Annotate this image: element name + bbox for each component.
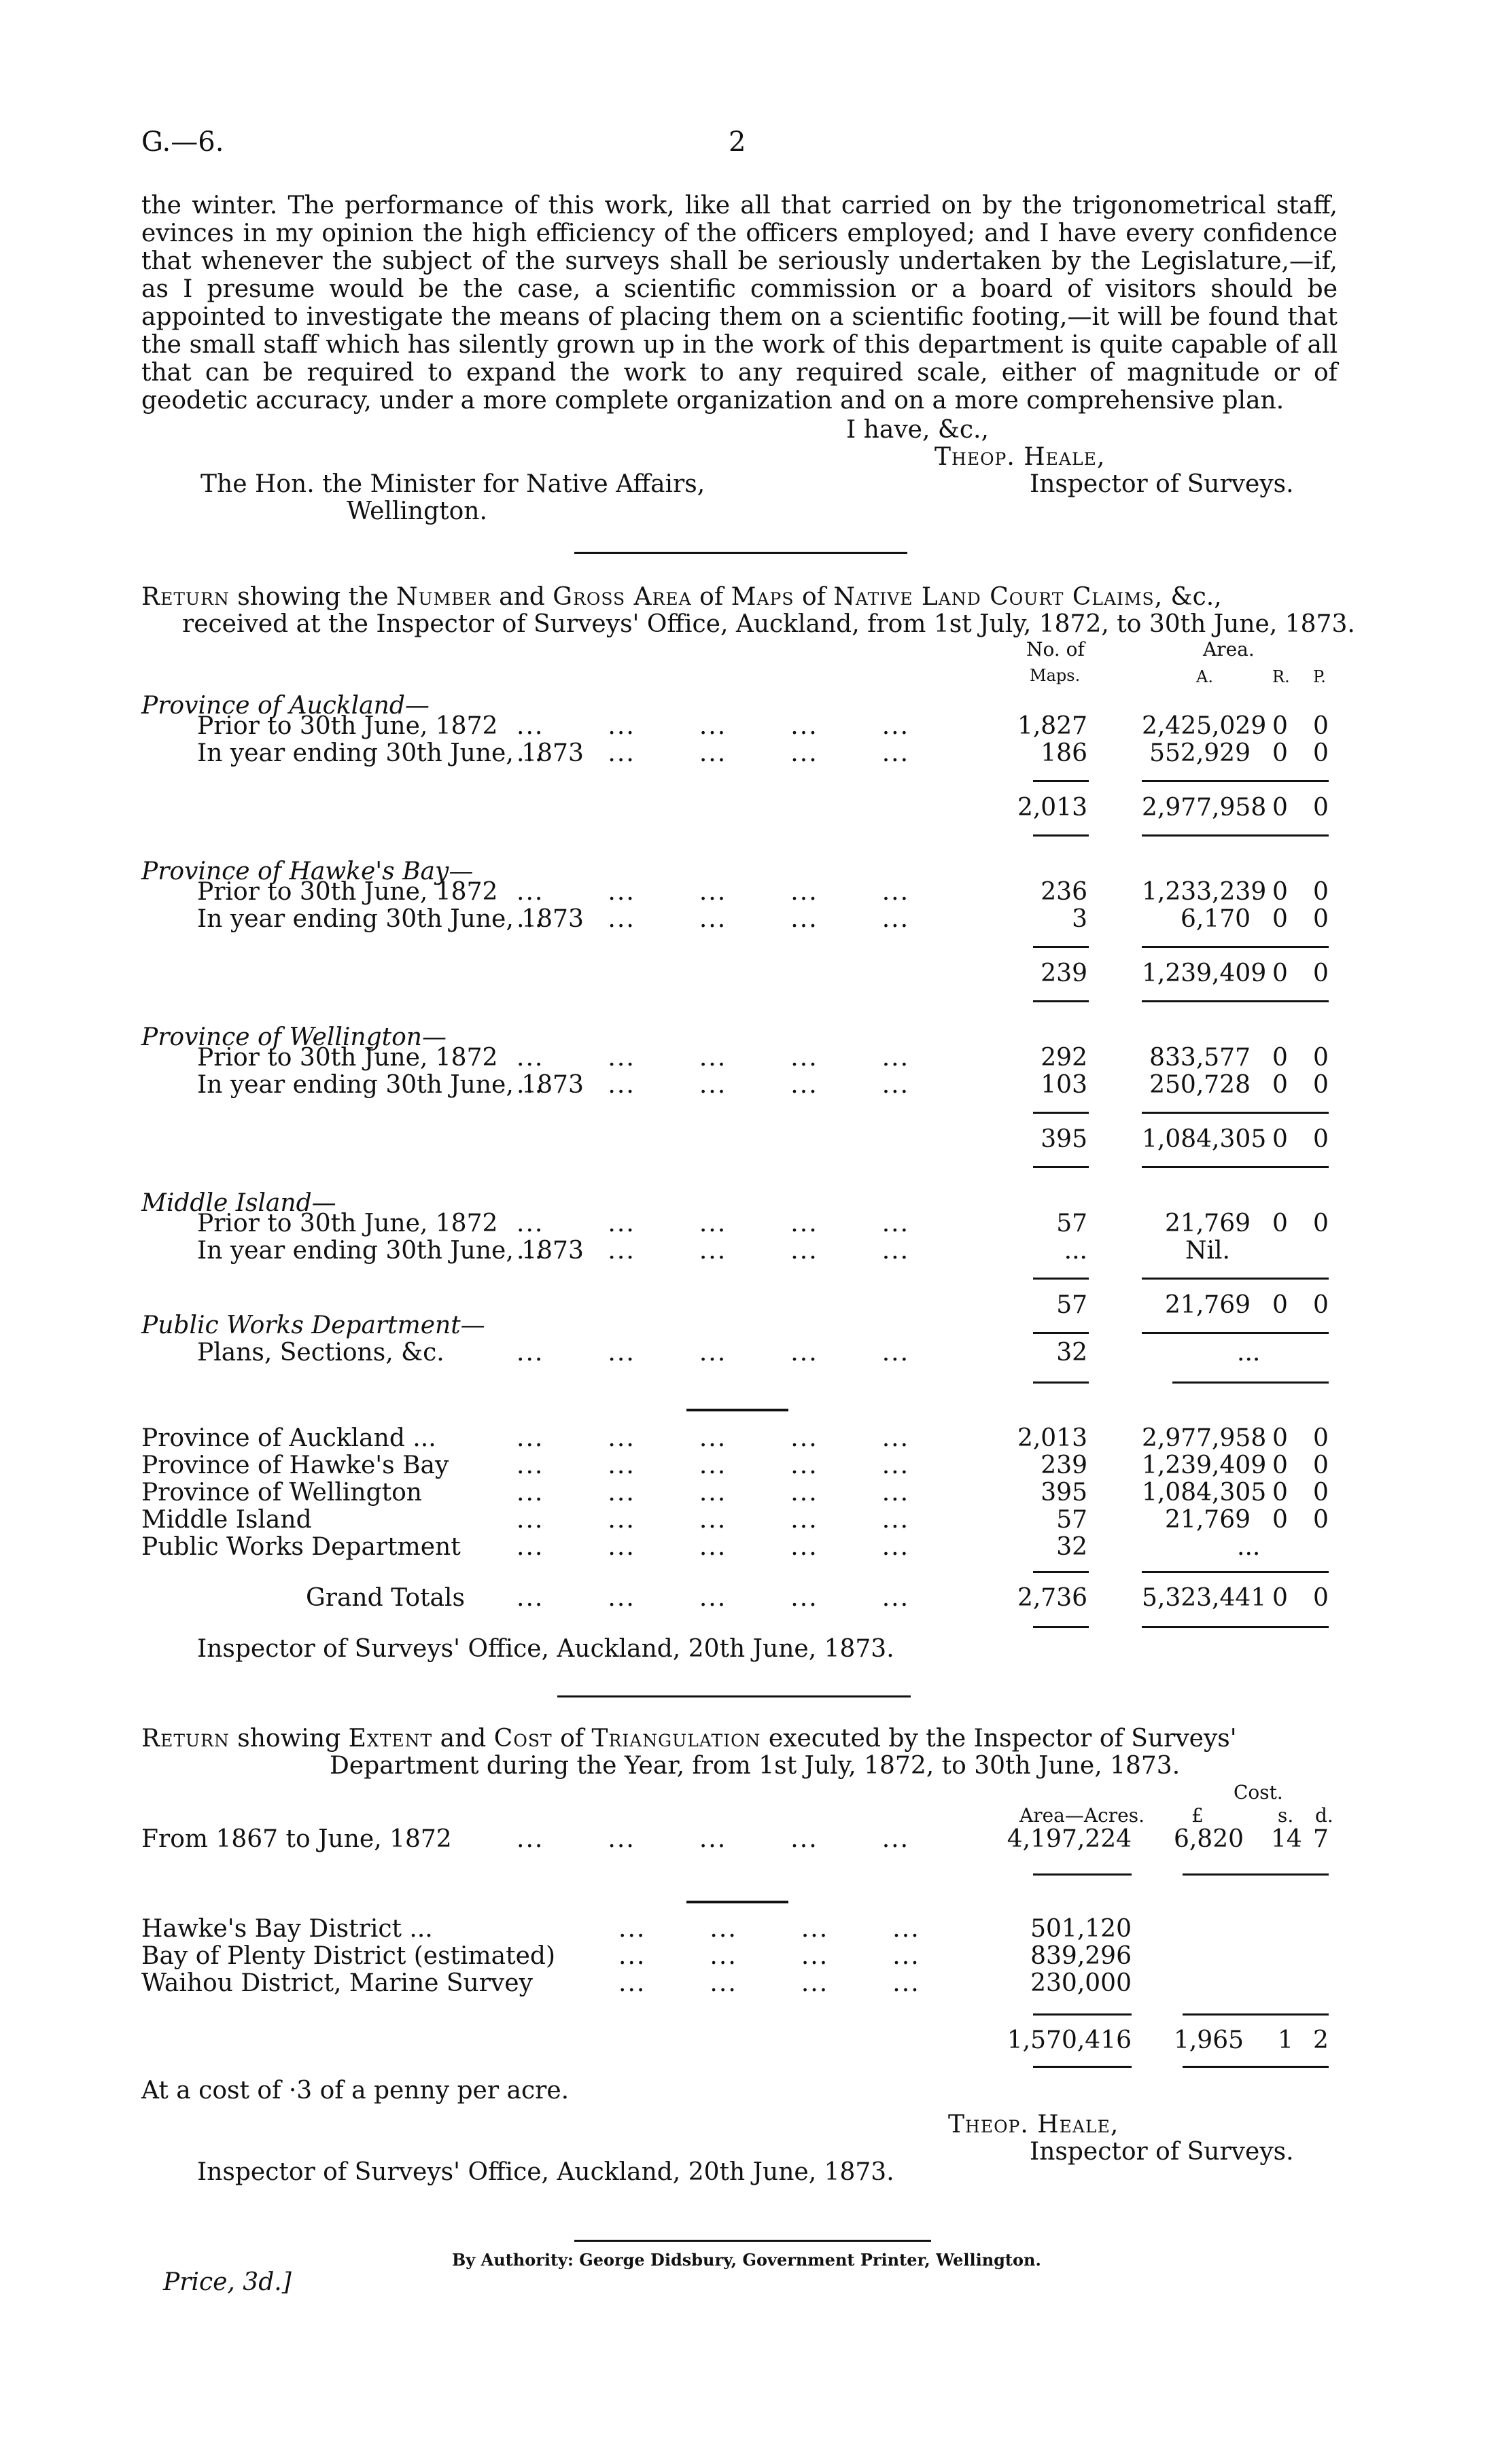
leader-dots: ... ... ... ... ... (517, 1533, 910, 1561)
col-header-pence: d. (1315, 1804, 1333, 1827)
triangulation-total-shillings: 1 (1278, 2026, 1293, 2054)
district-row-label: Waihou District, Marine Survey (141, 1969, 533, 1997)
subtotal-maps-rule (1033, 1112, 1089, 1114)
total-area-rule (1142, 1332, 1329, 1334)
leader-dots: ... ... ... ... (618, 1942, 920, 1970)
summary-row-label: Province of Wellington (141, 1479, 422, 1507)
row-total-roods: 0 (1272, 1291, 1288, 1319)
district-row-area: 839,296 (1030, 1942, 1132, 1970)
row-total-roods: 0 (1272, 1125, 1288, 1153)
row-label-year: In year ending 30th June, 1873 (197, 739, 584, 767)
printer-imprint: By Authority: George Didsbury, Government Printer, Wellington. (452, 2250, 1041, 2270)
row-label-prior: Prior to 30th June, 1872 (197, 712, 498, 740)
grand-total-maps: 2,736 (1017, 1584, 1087, 1612)
summary-row-label: Province of Hawke's Bay (141, 1451, 449, 1479)
pwd-leader-dots: ... ... ... ... ... (517, 1339, 910, 1367)
return1-title-word: Gross Area (553, 583, 692, 611)
return2-signature-title: Inspector of Surveys. (1030, 2138, 1294, 2166)
total-area-rule (1142, 834, 1329, 837)
col-header-roods: R. (1272, 667, 1290, 686)
district-row-area: 230,000 (1030, 1969, 1132, 1997)
summary-row-maps: 2,013 (1017, 1424, 1087, 1452)
row-total-roods: 0 (1272, 794, 1288, 822)
total-area-rule (1142, 1166, 1329, 1168)
summary-row-perches: 0 (1313, 1506, 1329, 1534)
pwd-maps: 32 (1056, 1339, 1087, 1367)
province-heading: Middle Island— (141, 1189, 336, 1217)
summary-row-label: Middle Island (141, 1506, 312, 1534)
return2-title-word: Extent (348, 1725, 433, 1753)
row-year-maps: 103 (1041, 1071, 1087, 1099)
summary-row-acres: 2,977,958 (1142, 1424, 1267, 1452)
row-prior-maps: 57 (1056, 1210, 1087, 1237)
pwd-heading: Public Works Department— (141, 1312, 485, 1339)
leader-dots: ... ... ... ... ... (517, 1210, 910, 1237)
leader-dots: ... ... ... ... ... (517, 1424, 910, 1452)
return2-title-line2: Department during the Year, from 1st July, 1872, to 30th June, 1873. (330, 1752, 1181, 1780)
grand-maps-rule (1033, 1626, 1089, 1628)
row-year-perches: 0 (1313, 1071, 1329, 1099)
grand-total-acres: 5,323,441 (1142, 1584, 1267, 1612)
leader-dots: ... ... ... ... ... (517, 1479, 910, 1507)
summary-row-acres: ... (1237, 1533, 1261, 1561)
row-total-maps: 395 (1041, 1125, 1087, 1153)
leader-dots: ... ... ... ... ... (517, 878, 910, 906)
summary-row-maps: 57 (1056, 1506, 1087, 1534)
row-prior-roods: 0 (1272, 1210, 1288, 1237)
row-year-roods: 0 (1272, 905, 1288, 933)
triangulation-total-cost-rule-top (1183, 2013, 1329, 2016)
row-prior-perches: 0 (1313, 878, 1329, 906)
summary-divider (686, 1409, 788, 1411)
triangulation-total-area-rule-top (1033, 2013, 1132, 2016)
summary-row-perches: 0 (1313, 1479, 1329, 1507)
triangulation-total-pence: 2 (1313, 2026, 1329, 2054)
leader-dots: ... ... ... ... ... (517, 1237, 910, 1265)
leader-dots: ... ... ... ... ... (517, 1506, 910, 1534)
pwd-area: ... (1237, 1339, 1261, 1367)
row-total-acres: 2,977,958 (1142, 794, 1267, 822)
triangulation-first-area: 4,197,224 (1007, 1825, 1132, 1853)
triangulation-total-area-rule (1033, 2066, 1132, 2068)
row-total-perches: 0 (1313, 1291, 1329, 1319)
row-prior-maps: 1,827 (1017, 712, 1087, 740)
row-total-perches: 0 (1313, 1125, 1329, 1153)
summary-row-roods: 0 (1272, 1479, 1288, 1507)
return2-title-text: of (560, 1725, 584, 1753)
row-label-prior: Prior to 30th June, 1872 (197, 1044, 498, 1072)
subtotal-maps-rule (1033, 1278, 1089, 1280)
return1-title-line1 (141, 583, 1338, 612)
triangulation-area-rule (1033, 1873, 1132, 1876)
row-prior-acres: 21,769 (1165, 1210, 1251, 1237)
triangulation-divider (686, 1901, 788, 1903)
total-area-rule (1142, 1000, 1329, 1002)
col-header-pounds: £ (1191, 1804, 1204, 1827)
return2-footer: Inspector of Surveys' Office, Auckland, 20th June, 1873. (197, 2158, 894, 2186)
row-year-maps: 186 (1041, 739, 1087, 767)
row-year-acres: Nil. (1185, 1237, 1230, 1265)
province-heading: Province of Wellington— (141, 1023, 447, 1051)
row-prior-acres: 1,233,239 (1142, 878, 1267, 906)
row-prior-maps: 236 (1041, 878, 1087, 906)
row-year-perches: 0 (1313, 905, 1329, 933)
triangulation-cost-rule (1183, 1873, 1329, 1876)
row-label-year: In year ending 30th June, 1873 (197, 1071, 584, 1099)
row-total-acres: 21,769 (1165, 1291, 1251, 1319)
return2-title-line1 (141, 1725, 1338, 1753)
return1-title-text: and (499, 583, 545, 611)
grand-area-rule (1142, 1626, 1329, 1628)
return1-title-word: Native Land Court Claims, (833, 583, 1164, 611)
row-year-acres: 250,728 (1149, 1071, 1251, 1099)
pwd-maps-rule (1033, 1381, 1089, 1384)
row-prior-perches: 0 (1313, 1044, 1329, 1072)
total-maps-rule (1033, 1332, 1089, 1334)
row-label-prior: Prior to 30th June, 1872 (197, 1210, 498, 1237)
row-total-maps: 57 (1056, 1291, 1087, 1319)
return1-title-text: &c., (1170, 583, 1222, 611)
summary-row-maps: 32 (1056, 1533, 1087, 1561)
return1-title-text: of (801, 583, 826, 611)
col-header-maps-sub: Maps. (1030, 666, 1081, 685)
row-prior-acres: 833,577 (1149, 1044, 1251, 1072)
row-year-maps: ... (1064, 1237, 1087, 1265)
summary-maps-rule (1033, 1571, 1089, 1573)
row-total-perches: 0 (1313, 794, 1329, 822)
row-prior-perches: 0 (1313, 712, 1329, 740)
return2-signature-name: Theop. Heale, (948, 2111, 1119, 2139)
summary-row-perches: 0 (1313, 1424, 1329, 1452)
grand-totals-label: Grand Totals (306, 1584, 465, 1612)
row-total-roods: 0 (1272, 960, 1288, 987)
triangulation-first-pence: 7 (1313, 1825, 1329, 1853)
row-prior-roods: 0 (1272, 1044, 1288, 1072)
col-header-acres: A. (1196, 667, 1213, 686)
row-year-perches: 0 (1313, 739, 1329, 767)
return1-title-text: showing the (237, 583, 389, 611)
row-year-roods: 0 (1272, 1071, 1288, 1099)
grand-leader-dots: ... ... ... ... ... (517, 1584, 910, 1612)
triangulation-total-cost-rule (1183, 2066, 1329, 2068)
district-row-label: Hawke's Bay District ... (141, 1915, 433, 1943)
col-header-area-acres: Area—Acres. (1019, 1804, 1145, 1827)
summary-row-maps: 395 (1041, 1479, 1087, 1507)
return2-title-text: showing (237, 1725, 341, 1753)
col-header-cost: Cost. (1234, 1781, 1283, 1803)
total-maps-rule (1033, 1166, 1089, 1168)
letter-addressee: The Hon. the Minister for Native Affairs, (200, 470, 705, 498)
row-label-year: In year ending 30th June, 1873 (197, 905, 584, 933)
triangulation-first-shillings: 14 (1271, 1825, 1302, 1853)
letter-signature-title: Inspector of Surveys. (1030, 470, 1294, 498)
row-year-acres: 6,170 (1180, 905, 1251, 933)
triangulation-total-area: 1,570,416 (1007, 2026, 1132, 2054)
subtotal-area-rule (1142, 946, 1329, 948)
section-divider (574, 552, 907, 554)
summary-row-label: Province of Auckland ... (141, 1424, 436, 1452)
return2-title-word: Triangulation (591, 1725, 761, 1753)
district-row-label: Bay of Plenty District (estimated) (141, 1942, 555, 1970)
province-heading: Province of Auckland— (141, 692, 430, 720)
summary-area-rule (1142, 1571, 1329, 1573)
letter-paragraph: the winter. The performance of this work, like all that carried on by the trigonometrical staff, evinces in my opinion the high efficiency of the officers employed; and I have every confidence that whenever the subject of the surveys shall be seriously undertaken by the Legislature,—if, as I presume would be the case, a scientific commission or a board of visitors should be appointed to investigate the means of placing them on a scientific footing,—it will be found that the small staff which has silently grown up in the work of this department is quite capable of all that can be required to expand the work to any required scale, either of magnitude or of geodetic accuracy, under a more complete organization and on a more comprehensive plan. (141, 192, 1338, 415)
letter-closing: I have, &c., (846, 416, 989, 444)
province-heading: Province of Hawke's Bay— (141, 858, 474, 885)
row-year-roods: 0 (1272, 739, 1288, 767)
return1-title-word: Return (141, 583, 230, 611)
row-prior-acres: 2,425,029 (1142, 712, 1267, 740)
return1-title-word: Maps (731, 583, 794, 611)
triangulation-total-pounds: 1,965 (1173, 2026, 1244, 2054)
document-reference: G.—6. (141, 126, 224, 158)
imprint-divider (574, 2240, 931, 2242)
row-total-acres: 1,239,409 (1142, 960, 1267, 987)
summary-row-roods: 0 (1272, 1424, 1288, 1452)
subtotal-maps-rule (1033, 946, 1089, 948)
return2-title-word: Return (141, 1725, 230, 1753)
col-header-area: Area. (1203, 638, 1255, 661)
subtotal-area-rule (1142, 780, 1329, 782)
leader-dots: ... ... ... ... ... (517, 1044, 910, 1072)
grand-total-perches: 0 (1313, 1584, 1329, 1612)
cost-note: At a cost of ·3 of a penny per acre. (141, 2077, 570, 2105)
row-total-perches: 0 (1313, 960, 1329, 987)
row-total-acres: 1,084,305 (1142, 1125, 1267, 1153)
leader-dots: ... ... ... ... (618, 1915, 920, 1943)
summary-row-roods: 0 (1272, 1506, 1288, 1534)
row-prior-perches: 0 (1313, 1210, 1329, 1237)
return1-footer: Inspector of Surveys' Office, Auckland, 20th June, 1873. (197, 1635, 894, 1663)
col-header-maps: No. of (1026, 638, 1085, 661)
triangulation-first-pounds: 6,820 (1173, 1825, 1244, 1853)
col-header-shillings: s. (1278, 1804, 1294, 1827)
total-maps-rule (1033, 1000, 1089, 1002)
subtotal-area-rule (1142, 1112, 1329, 1114)
summary-row-maps: 239 (1041, 1451, 1087, 1479)
return1-title-word: Number (396, 583, 491, 611)
summary-row-roods: 0 (1272, 1451, 1288, 1479)
grand-total-roods: 0 (1272, 1584, 1288, 1612)
row-year-acres: 552,929 (1149, 739, 1251, 767)
row-total-maps: 239 (1041, 960, 1087, 987)
row-label-year: In year ending 30th June, 1873 (197, 1237, 584, 1265)
col-header-perches: P. (1313, 667, 1326, 686)
leader-dots: ... ... ... ... ... (517, 739, 910, 767)
return1-title-text: of (699, 583, 724, 611)
pwd-area-rule (1172, 1381, 1329, 1384)
triangulation-first-dots: ... ... ... ... ... (517, 1825, 910, 1853)
summary-row-perches: 0 (1313, 1451, 1329, 1479)
return1-title-line2: received at the Inspector of Surveys' Office, Auckland, from 1st July, 1872, to 30th June, 1873. (182, 610, 1355, 638)
leader-dots: ... ... ... ... ... (517, 1451, 910, 1479)
subtotal-area-rule (1142, 1278, 1329, 1280)
district-row-area: 501,120 (1030, 1915, 1132, 1943)
page-number: 2 (729, 126, 746, 158)
return2-title-text: and (440, 1725, 487, 1753)
row-prior-roods: 0 (1272, 878, 1288, 906)
row-prior-roods: 0 (1272, 712, 1288, 740)
summary-row-acres: 1,239,409 (1142, 1451, 1267, 1479)
summary-row-label: Public Works Department (141, 1533, 461, 1561)
section-divider-2 (557, 1695, 911, 1697)
letter-signature-name: Theop. Heale, (934, 443, 1106, 471)
leader-dots: ... ... ... ... (618, 1969, 920, 1997)
triangulation-first-label: From 1867 to June, 1872 (141, 1825, 452, 1853)
return2-title-word: Cost (493, 1725, 553, 1753)
row-prior-maps: 292 (1041, 1044, 1087, 1072)
subtotal-maps-rule (1033, 780, 1089, 782)
leader-dots: ... ... ... ... ... (517, 1071, 910, 1099)
summary-row-acres: 21,769 (1165, 1506, 1251, 1534)
row-total-maps: 2,013 (1017, 794, 1087, 822)
leader-dots: ... ... ... ... ... (517, 905, 910, 933)
price-note: Price, 3d.] (163, 2268, 292, 2296)
summary-row-acres: 1,084,305 (1142, 1479, 1267, 1507)
leader-dots: ... ... ... ... ... (517, 712, 910, 740)
row-label-prior: Prior to 30th June, 1872 (197, 878, 498, 906)
letter-addressee-city: Wellington. (347, 497, 487, 525)
pwd-row-label: Plans, Sections, &c. (197, 1339, 444, 1367)
row-year-maps: 3 (1072, 905, 1087, 933)
return2-title-text: executed by the Inspector of Surveys' (768, 1725, 1237, 1753)
total-maps-rule (1033, 834, 1089, 837)
